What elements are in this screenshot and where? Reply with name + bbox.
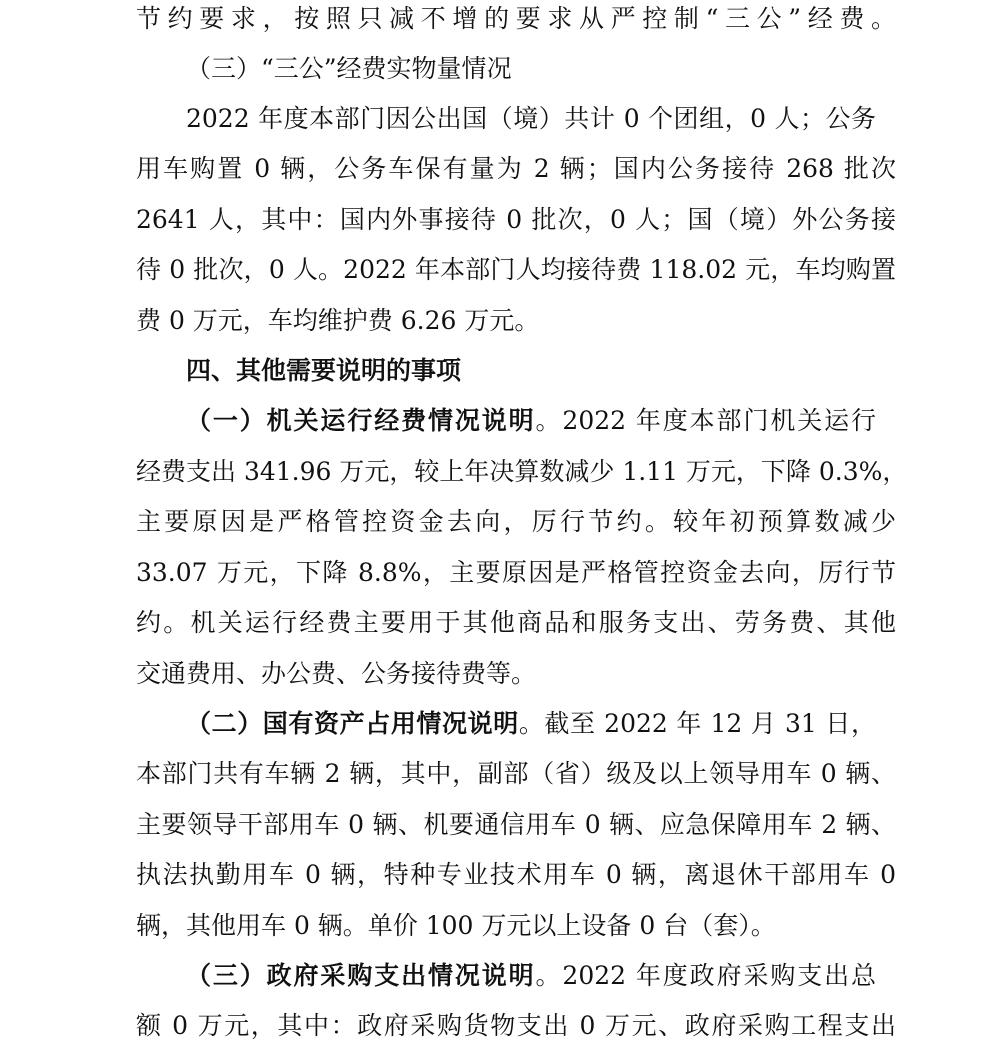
- section-heading-other-matters: 四、其他需要说明的事项: [186, 356, 462, 385]
- paragraph-line: [186, 707, 876, 741]
- paragraph-line: 辆，其他用车 0 辆。单价 100 万元以上设备 0 台（套）。: [136, 911, 776, 940]
- paragraph-text: 。2022 年度政府采购支出总: [535, 961, 876, 990]
- paragraph-line: 2022 年度本部门因公出国（境）共计 0 个团组，0 人；公务: [186, 104, 876, 133]
- subheading-government-procurement: （三）政府采购支出情况说明: [186, 961, 536, 990]
- paragraph-line: 33.07 万元，下降 8.8%，主要原因是严格管控资金去向，厉行节: [136, 558, 896, 587]
- paragraph-line: 经费支出 341.96 万元，较上年决算数减少 1.11 万元，下降 0.3%，: [136, 457, 908, 486]
- paragraph-line: 节约要求，按照只减不增的要求从严控制“三公”经费。: [136, 4, 896, 33]
- paragraph-line: 2641 人，其中：国内外事接待 0 批次，0 人；国（境）外公务接: [136, 205, 896, 234]
- section-heading-three-public-quantity: （三）“三公”经费实物量情况: [186, 54, 512, 83]
- subheading-state-assets: （二）国有资产占用情况说明: [186, 709, 519, 738]
- paragraph-line: [186, 959, 876, 993]
- paragraph-line: 额 0 万元，其中：政府采购货物支出 0 万元、政府采购工程支出: [136, 1011, 896, 1040]
- paragraph-text: 。2022 年度本部门机关运行: [535, 406, 876, 435]
- paragraph-line: 本部门共有车辆 2 辆，其中，副部（省）级及以上领导用车 0 辆、: [136, 759, 896, 788]
- paragraph-line: 交通费用、办公费、公务接待费等。: [136, 659, 537, 688]
- paragraph-line: 主要原因是严格管控资金去向，厉行节约。较年初预算数减少: [136, 507, 896, 536]
- subheading-operating-expenses: （一）机关运行经费情况说明: [186, 406, 536, 435]
- paragraph-line: 待 0 批次，0 人。2022 年本部门人均接待费 118.02 元，车均购置: [136, 255, 896, 284]
- paragraph-text: 。截至 2022 年 12 月 31 日，: [518, 709, 876, 738]
- paragraph-line: 主要领导干部用车 0 辆、机要通信用车 0 辆、应急保障用车 2 辆、: [136, 810, 896, 839]
- paragraph-line: 费 0 万元，车均维护费 6.26 万元。: [136, 306, 540, 335]
- paragraph-line: 执法执勤用车 0 辆，特种专业技术用车 0 辆，离退休干部用车 0: [136, 860, 896, 889]
- paragraph-line: [186, 404, 876, 438]
- paragraph-line: 用车购置 0 辆，公务车保有量为 2 辆；国内公务接待 268 批次: [136, 154, 896, 183]
- paragraph-line: 约。机关运行经费主要用于其他商品和服务支出、劳务费、其他: [136, 608, 896, 637]
